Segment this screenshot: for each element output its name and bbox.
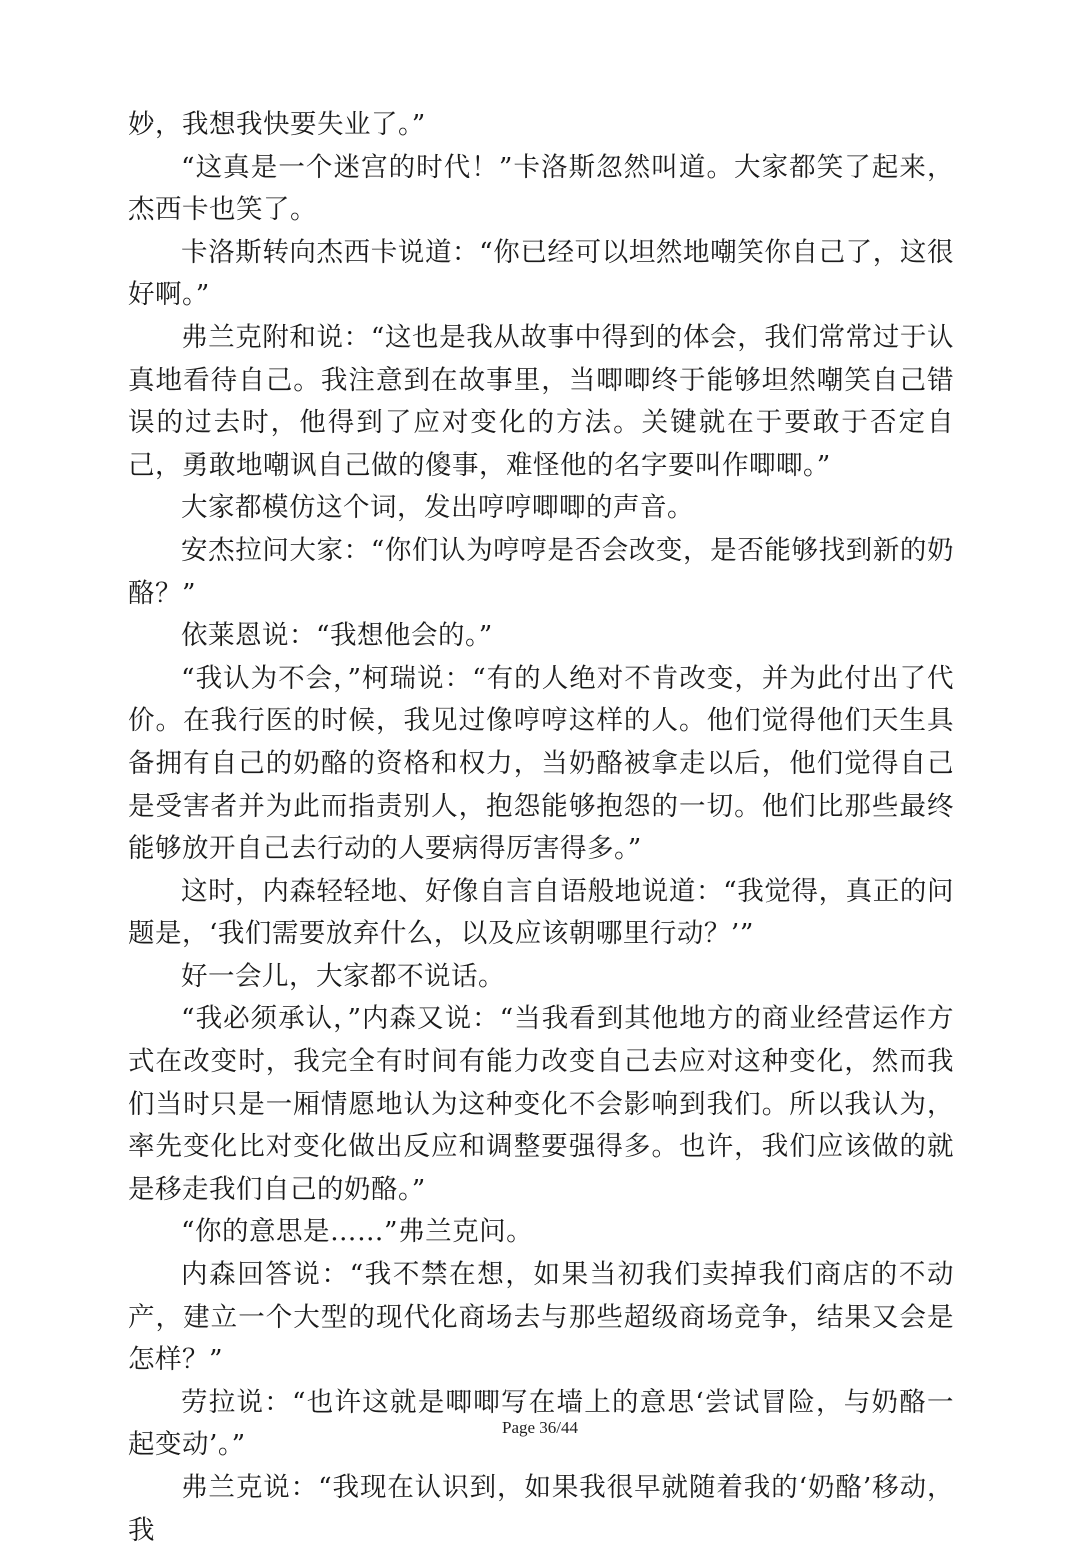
paragraph: 弗兰克附和说：“这也是我从故事中得到的体会，我们常常过于认真地看待自己。我注意到在故事里，当唧唧终于能够坦然嘲笑自己错误的过去时，他得到了应对变化的方法。关键就在于要敢于否定自己，勇敢地嘲讽自己做的傻事，难怪他的名字要叫作唧唧。”	[128, 321, 954, 481]
paragraph: 内森回答说：“我不禁在想，如果当初我们卖掉我们商店的不动产，建立一个大型的现代化商场去与那些超级商场竞争，结果又会是怎样？”	[128, 1259, 954, 1376]
paragraph: 安杰拉问大家：“你们认为哼哼是否会改变，是否能够找到新的奶酪？”	[128, 534, 954, 609]
paragraph: 依莱恩说：“我想他会的。”	[181, 620, 493, 652]
paragraph: 这时，内森轻轻地、好像自言自语般地说道：“我觉得，真正的问题是，‘我们需要放弃什么，以及应该朝哪里行动？’”	[128, 875, 954, 950]
paragraph: “我必须承认，”内森又说：“当我看到其他地方的商业经营运作方式在改变时，我完全有时间有能力改变自己去应对这种变化，然而我们当时只是一厢情愿地认为这种变化不会影响到我们。所以我认为，率先变化比对变化做出反应和调整要强得多。也许，我们应该做的就是移走我们自己的奶酪。”	[128, 1003, 954, 1205]
paragraph: 好一会儿，大家都不说话。	[181, 960, 505, 992]
paragraph: 弗兰克说：“我现在认识到，如果我很早就随着我的‘奶酪’移动，我	[128, 1472, 954, 1546]
paragraph: 大家都模仿这个词，发出哼哼唧唧的声音。	[181, 492, 694, 524]
paragraph: 卡洛斯转向杰西卡说道：“你已经可以坦然地嘲笑你自己了，这很好啊。”	[128, 236, 954, 311]
paragraph: “这真是一个迷宫的时代！”卡洛斯忽然叫道。大家都笑了起来，杰西卡也笑了。	[128, 151, 954, 226]
body-text	[128, 104, 954, 1552]
paragraph: “我认为不会，”柯瑞说：“有的人绝对不肯改变，并为此付出了代价。在我行医的时候，我见过像哼哼这样的人。他们觉得他们天生具备拥有自己的奶酪的资格和权力，当奶酪被拿走以后，他们觉得自己是受害者并为此而指责别人，抱怨能够抱怨的一切。他们比那些最终能够放开自己去行动的人要病得厉害得多。”	[128, 662, 954, 865]
page-number: Page 36/44	[501, 1418, 579, 1437]
paragraph: “你的意思是……”弗兰克问。	[181, 1216, 534, 1248]
paragraph: 妙，我想我快要失业了。”	[128, 109, 426, 140]
paragraph: 劳拉说：“也许这就是唧唧写在墙上的意思‘尝试冒险，与奶酪一起变动’。”	[128, 1386, 954, 1461]
